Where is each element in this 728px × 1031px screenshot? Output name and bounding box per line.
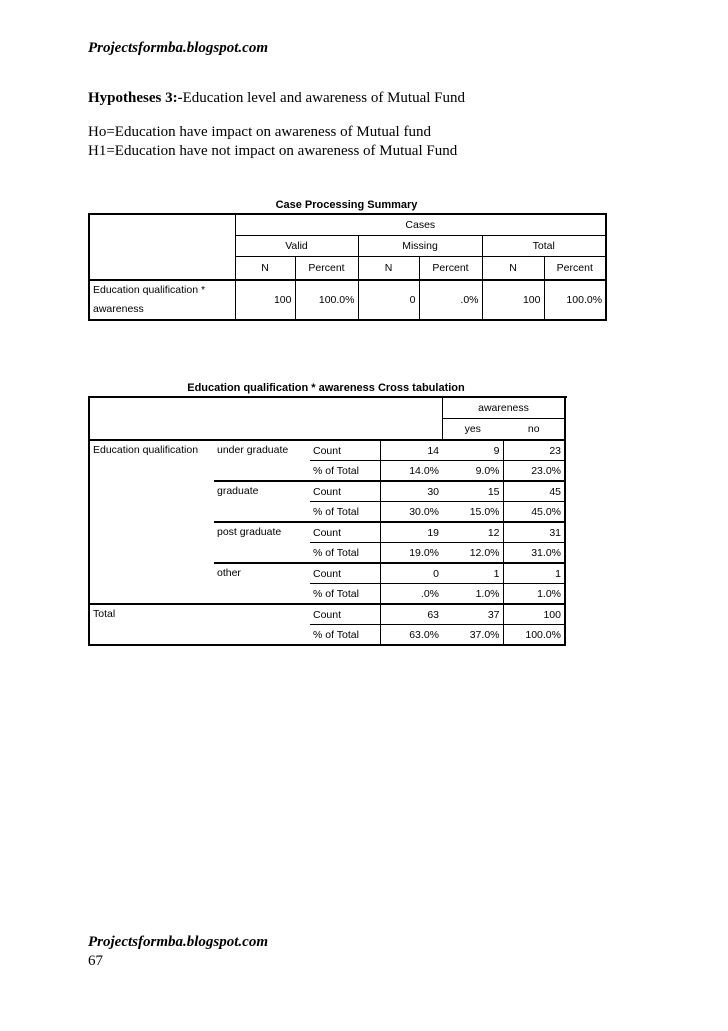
value-cell: 100 xyxy=(235,280,295,320)
row-label: Education qualification * awareness xyxy=(89,280,235,320)
pct-no: 12.0% xyxy=(442,543,503,564)
count-total: 45 xyxy=(503,481,565,502)
crosstab-table xyxy=(88,396,566,646)
value-cell: 100.0% xyxy=(544,280,606,320)
hypothesis-heading xyxy=(88,90,465,107)
count-total: 31 xyxy=(503,522,565,543)
category-label: graduate xyxy=(214,481,310,522)
sub-header-n: N xyxy=(235,257,295,281)
count-no: 1 xyxy=(442,563,503,584)
count-label: Count xyxy=(310,440,380,461)
pct-yes: 19.0% xyxy=(380,543,442,564)
count-total: 100 xyxy=(503,604,565,625)
pct-total: 31.0% xyxy=(503,543,565,564)
corner-cell xyxy=(89,397,442,440)
alternative-hypothesis: H1=Education have not impact on awareness of Mutual Fund xyxy=(88,143,458,159)
awareness-header: awareness xyxy=(442,397,565,419)
sub-header-percent: Percent xyxy=(544,257,606,281)
count-label: Count xyxy=(310,522,380,543)
group-header-total: Total xyxy=(482,236,606,257)
case-processing-summary-table xyxy=(88,213,607,321)
hypothesis-label: Hypotheses 3:- xyxy=(88,90,183,106)
pct-yes: 63.0% xyxy=(380,625,442,646)
count-yes: 63 xyxy=(380,604,442,625)
pct-label: % of Total xyxy=(310,502,380,523)
pct-yes: .0% xyxy=(380,584,442,605)
count-total: 1 xyxy=(503,563,565,584)
sub-header-n: N xyxy=(358,257,419,281)
value-cell: .0% xyxy=(419,280,482,320)
count-no: 9 xyxy=(442,440,503,461)
row-group-label: Education qualification xyxy=(89,440,214,604)
total-row-label: Total xyxy=(89,604,310,645)
sub-header-percent: Percent xyxy=(295,257,358,281)
count-yes: 14 xyxy=(380,440,442,461)
pct-label: % of Total xyxy=(310,461,380,482)
count-no: 12 xyxy=(442,522,503,543)
case-summary-title: Case Processing Summary xyxy=(275,199,418,211)
pct-total: 23.0% xyxy=(503,461,565,482)
pct-no: 9.0% xyxy=(442,461,503,482)
col-header-no: no xyxy=(503,419,565,441)
pct-no: 1.0% xyxy=(442,584,503,605)
category-label: other xyxy=(214,563,310,604)
sub-header-percent: Percent xyxy=(419,257,482,281)
hypothesis-statements xyxy=(88,123,457,161)
pct-yes: 14.0% xyxy=(380,461,442,482)
cases-header: Cases xyxy=(235,214,606,236)
count-label: Count xyxy=(310,563,380,584)
crosstab-title: Education qualification * awareness Cross tabulation xyxy=(187,382,465,394)
pct-no: 15.0% xyxy=(442,502,503,523)
pct-total: 45.0% xyxy=(503,502,565,523)
count-total: 23 xyxy=(503,440,565,461)
page-number: 67 xyxy=(88,953,103,969)
count-label: Count xyxy=(310,481,380,502)
pct-yes: 30.0% xyxy=(380,502,442,523)
category-label: post graduate xyxy=(214,522,310,563)
col-header-yes: yes xyxy=(442,419,503,441)
count-yes: 19 xyxy=(380,522,442,543)
header-site: Projectsformba.blogspot.com xyxy=(88,40,268,56)
pct-total: 1.0% xyxy=(503,584,565,605)
value-cell: 100 xyxy=(482,280,544,320)
count-label: Count xyxy=(310,604,380,625)
corner-cell xyxy=(89,214,235,280)
pct-label: % of Total xyxy=(310,543,380,564)
hypothesis-text: Education level and awareness of Mutual Fund xyxy=(182,90,465,106)
pct-total: 100.0% xyxy=(503,625,565,646)
null-hypothesis: Ho=Education have impact on awareness of Mutual fund xyxy=(88,124,431,140)
pct-no: 37.0% xyxy=(442,625,503,646)
category-label: under graduate xyxy=(217,444,289,456)
count-no: 15 xyxy=(442,481,503,502)
pct-label: % of Total xyxy=(310,584,380,605)
value-cell: 0 xyxy=(358,280,419,320)
count-yes: 0 xyxy=(380,563,442,584)
count-no: 37 xyxy=(442,604,503,625)
count-yes: 30 xyxy=(380,481,442,502)
footer-site: Projectsformba.blogspot.com xyxy=(88,934,268,950)
value-cell: 100.0% xyxy=(295,280,358,320)
group-header-missing: Missing xyxy=(358,236,482,257)
sub-header-n: N xyxy=(482,257,544,281)
group-header-valid: Valid xyxy=(235,236,358,257)
pct-label: % of Total xyxy=(310,625,380,646)
